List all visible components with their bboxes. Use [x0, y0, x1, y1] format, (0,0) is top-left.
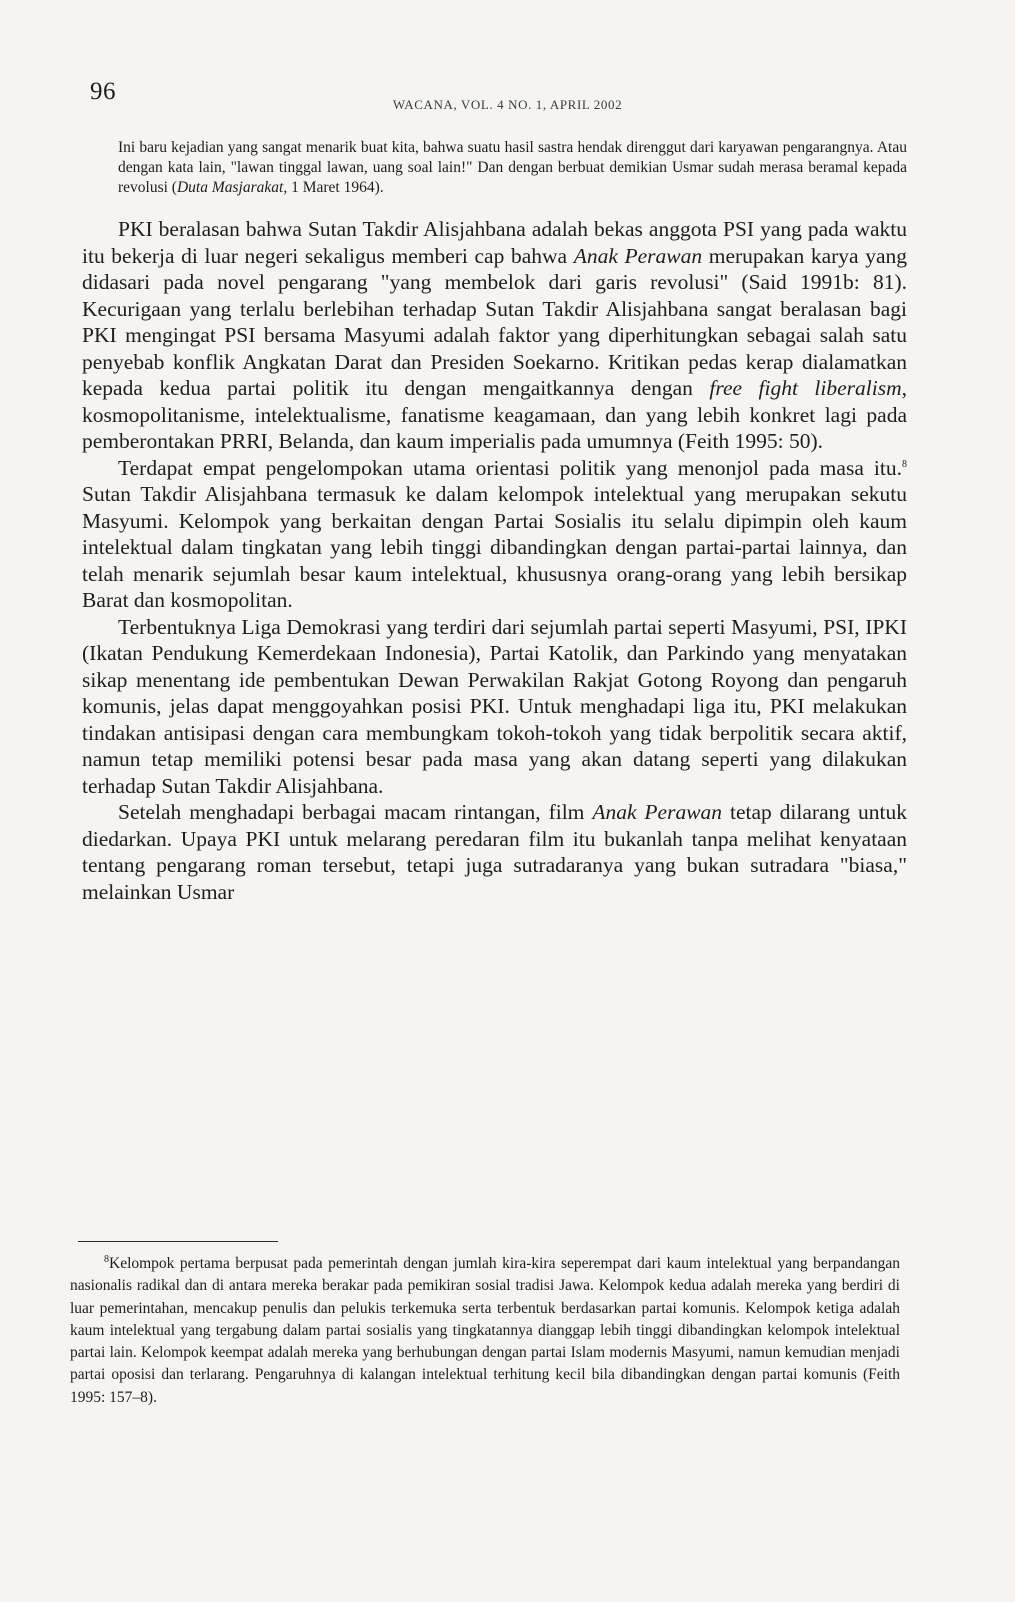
footnote-divider: [78, 1241, 278, 1242]
footnote-reference[interactable]: 8: [902, 458, 907, 470]
article-body: [82, 138, 907, 905]
quote-text: Ini baru kejadian yang sangat menarik buat kita, bahwa suatu hasil sastra hendak direnggut dari karyawan pengarangnya. Atau dengan kata lain, "lawan tinggal lawan, uang soal lain!" Dan dengan berbuat demikian Usmar sudah merasa beramal kepada revolusi (: [118, 139, 907, 196]
paragraph-2-text-b: Sutan Takdir Alisjahbana termasuk ke dalam kelompok intelektual yang merupakan sekutu Masyumi. Kelompok yang berkaitan dengan Partai Sosialis itu selalu dipimpin oleh kaum intelektual dalam tingkatan yang lebih tinggi dibandingkan dengan partai-partai lainnya, dan telah menarik sejumlah besar kaum intelektual, khususnya orang-orang yang lebih bersikap Barat dan kosmopolitan.: [82, 482, 907, 612]
quote-date: , 1 Maret 1964).: [283, 179, 384, 196]
paragraph-2-text-a: Terdapat empat pengelompokan utama orientasi politik yang menonjol pada masa itu.: [118, 455, 902, 480]
film-title-italic: Anak Perawan: [573, 243, 703, 268]
paragraph-1: [82, 216, 907, 455]
paragraph-1-text-b: merupakan karya yang didasari pada novel pengarang "yang membelok dari garis revolusi" (Said 1991b: 81). Kecurigaan yang terlalu berlebihan terhadap Sutan Takdir Alisjahbana sangat beralasan bagi PKI mengingat PSI bersama Masyumi adalah faktor yang diperhitungkan sebagai salah satu penyebab konflik Angkatan Darat dan Presiden Soekarno. Kritikan pedas kerap dialamatkan kepada kedua partai politik itu dengan mengaitkannya dengan: [82, 243, 907, 400]
paragraph-4-text-b: tetap dilarang untuk diedarkan. Upaya PKI untuk melarang peredaran film itu bukanlah tanpa melihat kenyataan tentang pengarang roman tersebut, tetapi juga sutradaranya yang bukan sutradara "biasa," melainkan Usmar: [82, 800, 908, 904]
block-quote: [118, 138, 907, 198]
page-number: 96: [90, 78, 116, 105]
paragraph-2: [82, 455, 907, 614]
footnote: [70, 1253, 900, 1409]
paragraph-4: [82, 799, 907, 905]
paragraph-1-text-a: PKI beralasan bahwa Sutan Takdir Alisjahbana adalah bekas anggota PSI yang pada waktu itu bekerja di luar negeri sekaligus memberi cap bahwa: [82, 217, 907, 268]
paragraph-1-text-c: , kosmopolitanisme, intelektualisme, fanatisme keagamaan, dan yang lebih konkret lagi pada pemberontakan PRRI, Belanda, dan kaum imperialis pada umumnya (Feith 1995: 50).: [82, 376, 907, 453]
quote-source: Duta Masjarakat: [176, 179, 284, 196]
term-italic: free fight liberalism: [709, 376, 902, 400]
paragraph-3: Terbentuknya Liga Demokrasi yang terdiri dari sejumlah partai seperti Masyumi, PSI, IPKI (Ikatan Pendukung Kemerdekaan Indonesia), Partai Katolik, dan Parkindo yang menyatakan sikap menentang ide pembentukan Dewan Perwakilan Rakjat Gotong Royong dan pengaruh komunis, jelas dapat menggoyahkan posisi PKI. Untuk menghadapi liga itu, PKI melakukan tindakan antisipasi dengan cara membungkam tokoh-tokoh yang tidak berpolitik secara aktif, namun tetap memiliki potensi besar pada masa yang akan datang seperti yang dilakukan terhadap Sutan Takdir Alisjahbana.: [82, 614, 907, 798]
footnote-text: Kelompok pertama berpusat pada pemerintah dengan jumlah kira-kira seperempat dari kaum intelektual yang berpandangan nasionalis radikal dan di antara mereka berakar pada pemikiran sosial tradisi Jawa. Kelompok kedua adalah mereka yang berdiri di luar pemerintahan, mencakup penulis dan pelukis terkemuka serta terbentuk berdasarkan partai komunis. Kelompok ketiga adalah kaum intelektual yang tergabung dalam partai sosialis yang tingkatannya dianggap lebih tinggi dibandingkan kelompok intelektual partai lain. Kelompok keempat adalah mereka yang berhubungan dengan partai Islam modernis Masyumi, namun kemudian menjadi partai oposisi dan terlarang. Pengaruhnya di kalangan intelektual terhitung kecil bila dibandingkan dengan partai komunis (Feith 1995: 157–8).: [70, 1255, 900, 1406]
footnote-marker: 8: [104, 1253, 109, 1265]
paragraph-4-text-a: Setelah menghadapi berbagai macam rintangan, film: [118, 800, 593, 824]
film-title-italic: Anak Perawan: [592, 800, 723, 824]
running-header: WACANA, VOL. 4 NO. 1, APRIL 2002: [392, 97, 623, 112]
